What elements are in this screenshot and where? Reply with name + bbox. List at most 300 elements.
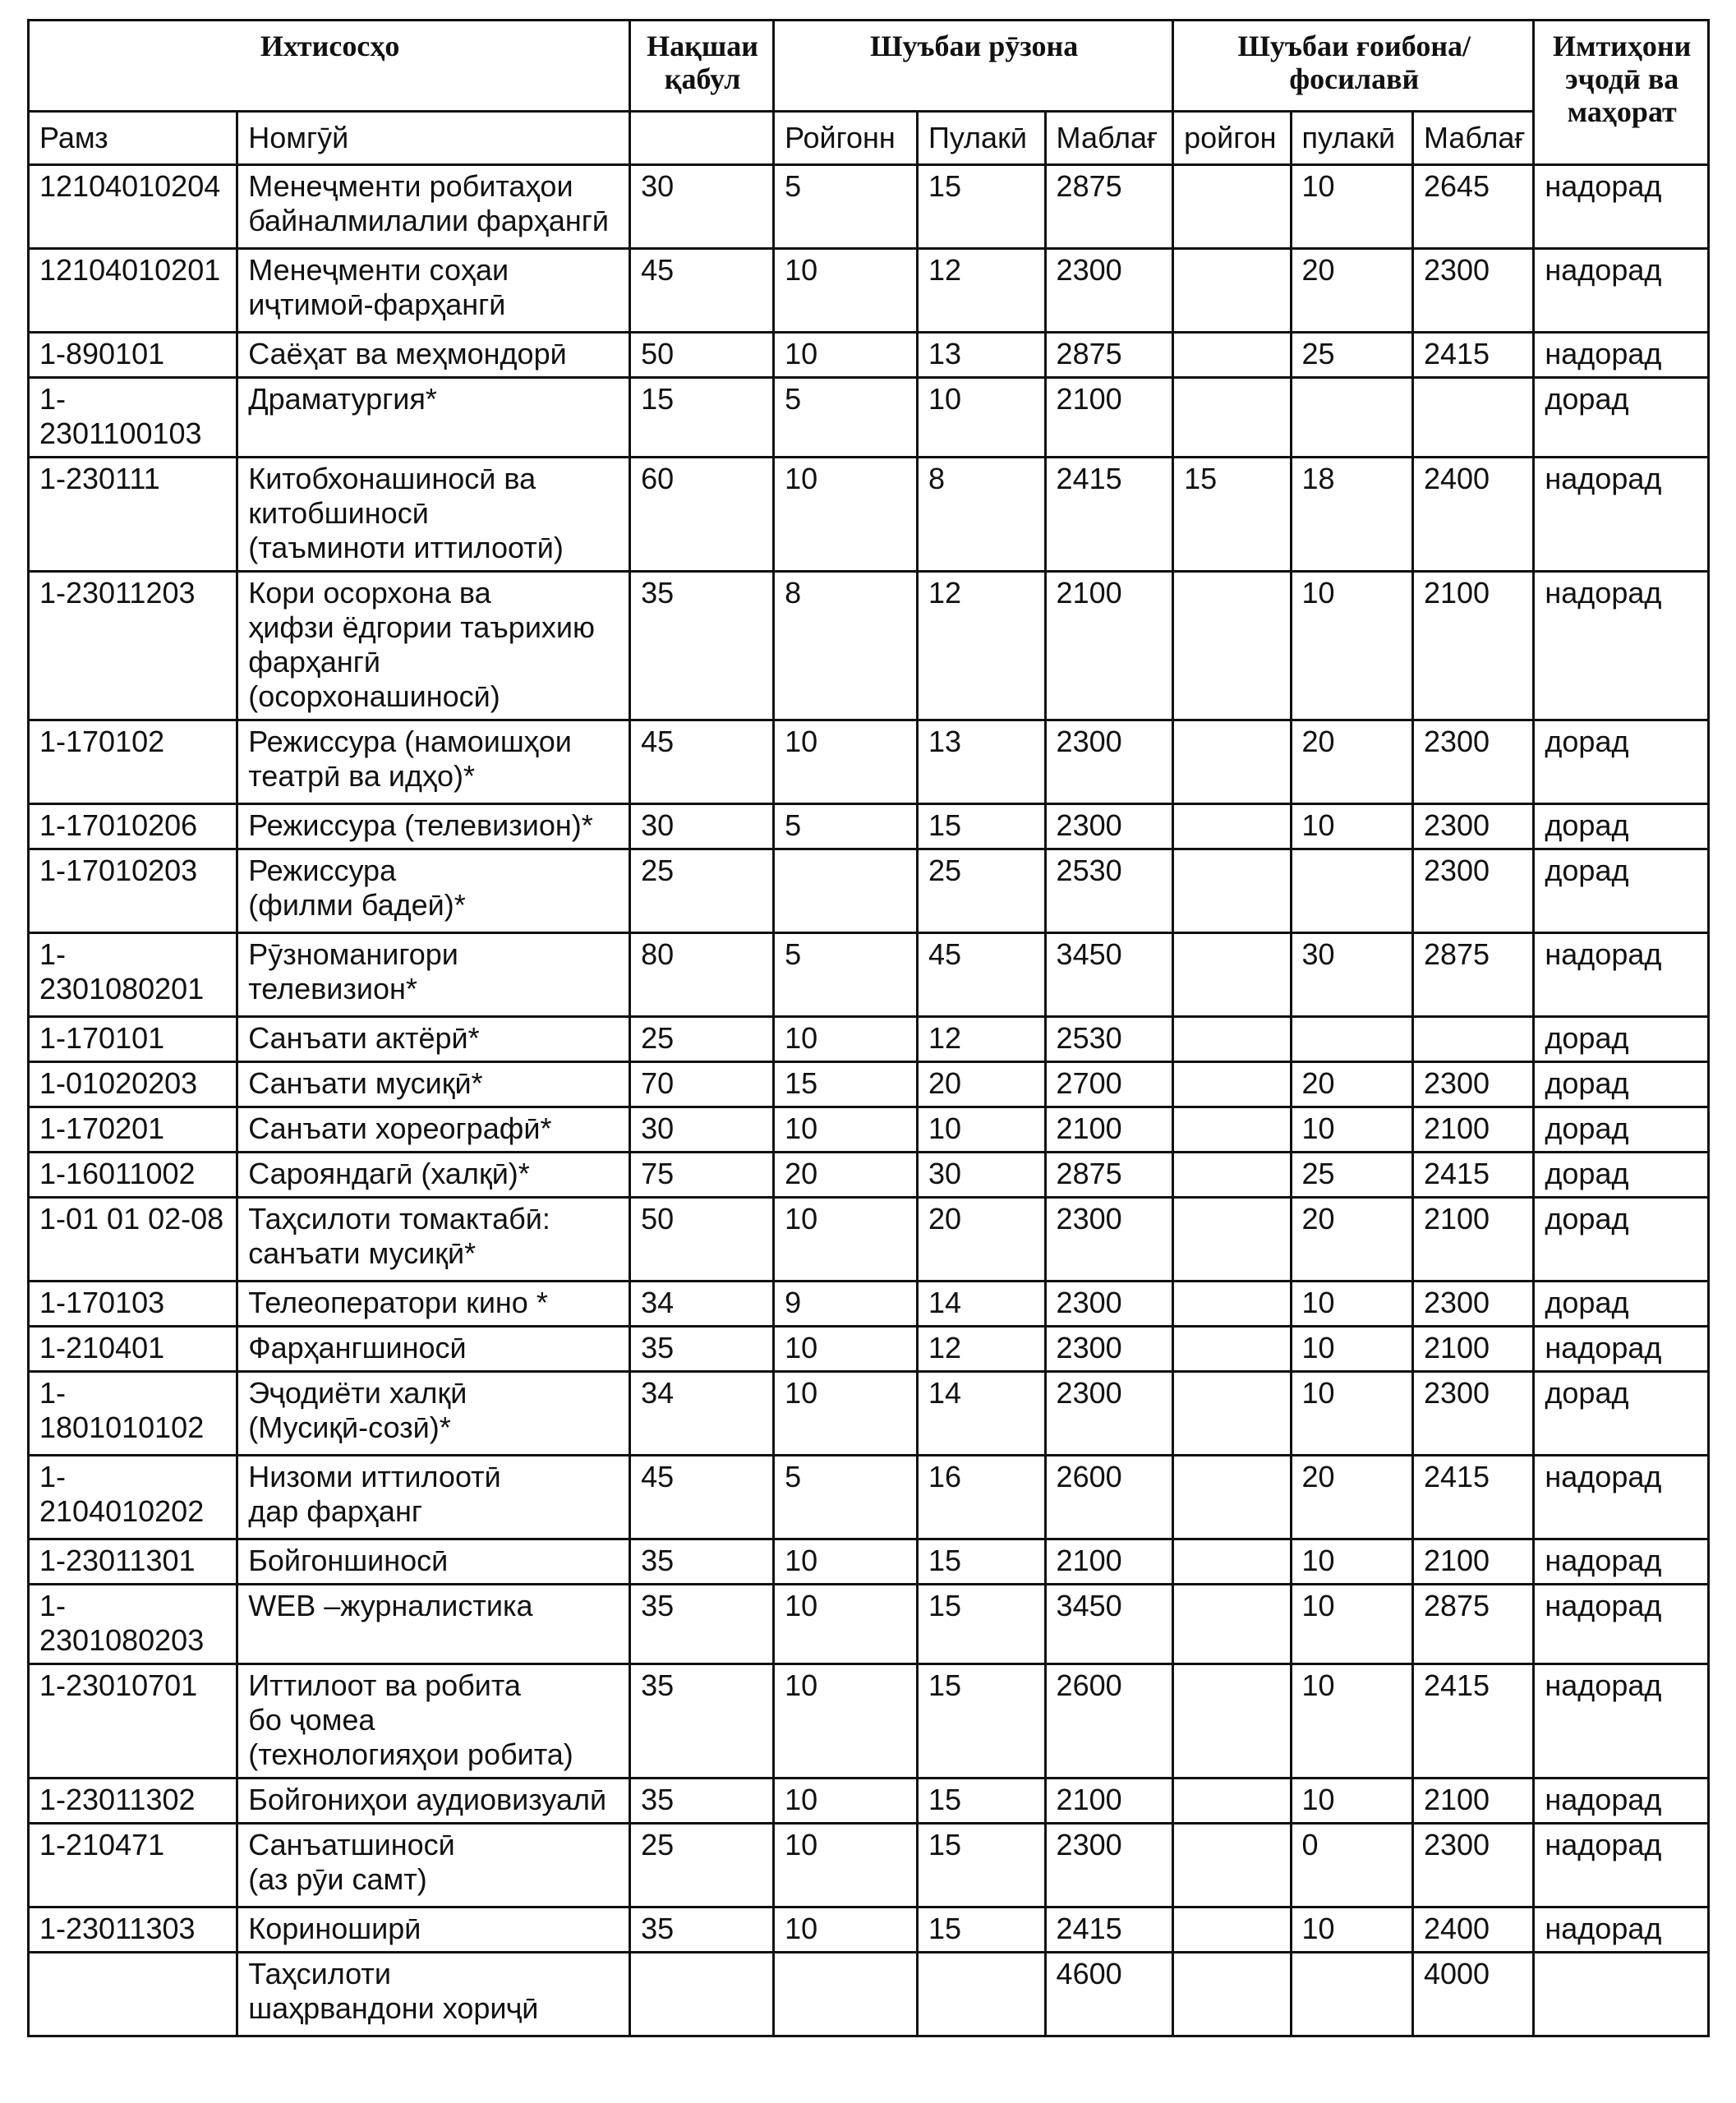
cell-distance-free bbox=[1173, 333, 1291, 378]
cell-distance-free bbox=[1173, 1282, 1291, 1327]
cell-name: Сарояндагӣ (халқӣ)* bbox=[237, 1153, 630, 1198]
cell-name: Телеоператори кино * bbox=[237, 1282, 630, 1327]
cell-day-amount: 2100 bbox=[1045, 1779, 1173, 1824]
table-row bbox=[29, 1585, 1709, 1664]
table-row bbox=[29, 249, 1709, 333]
table-row bbox=[29, 1107, 1709, 1153]
cell-code: 1-23010701 bbox=[29, 1664, 237, 1779]
cell-distance-paid: 10 bbox=[1291, 1282, 1412, 1327]
table-row bbox=[29, 1282, 1709, 1327]
cell-exam: дорад bbox=[1534, 720, 1709, 804]
header-distance-department: Шуъбаи ғоибона/ фосилавӣ bbox=[1173, 21, 1534, 112]
cell-day-paid: 14 bbox=[917, 1282, 1045, 1327]
cell-distance-paid: 10 bbox=[1291, 1539, 1412, 1585]
cell-distance-free bbox=[1173, 1664, 1291, 1779]
cell-name: Менеҷменти робитаҳои байналмилалии фарҳангӣ bbox=[237, 165, 630, 249]
cell-code: 1-2301100103 bbox=[29, 378, 237, 458]
cell-distance-amount: 2400 bbox=[1412, 1907, 1533, 1953]
cell-day-paid: 15 bbox=[917, 1779, 1045, 1824]
cell-plan bbox=[630, 1953, 774, 2036]
cell-name: Драматургия* bbox=[237, 378, 630, 458]
cell-code: 1-01 01 02-08 bbox=[29, 1198, 237, 1282]
table-header bbox=[29, 21, 1709, 165]
cell-distance-free bbox=[1173, 1779, 1291, 1824]
cell-code: 12104010204 bbox=[29, 165, 237, 249]
cell-exam: дорад bbox=[1534, 1153, 1709, 1198]
cell-exam: дорад bbox=[1534, 1107, 1709, 1153]
cell-distance-amount: 2300 bbox=[1412, 804, 1533, 849]
cell-distance-amount: 2100 bbox=[1412, 1107, 1533, 1153]
cell-day-free: 5 bbox=[774, 933, 918, 1017]
cell-day-amount: 2600 bbox=[1045, 1456, 1173, 1539]
cell-day-amount: 2100 bbox=[1045, 572, 1173, 720]
cell-distance-free bbox=[1173, 1907, 1291, 1953]
table-row bbox=[29, 458, 1709, 572]
cell-plan: 45 bbox=[630, 249, 774, 333]
header-day-paid: Пулакӣ bbox=[917, 112, 1045, 165]
cell-day-amount: 2530 bbox=[1045, 1017, 1173, 1062]
cell-distance-amount: 2300 bbox=[1412, 720, 1533, 804]
cell-plan: 25 bbox=[630, 1824, 774, 1907]
cell-plan: 35 bbox=[630, 1327, 774, 1372]
cell-day-amount: 2875 bbox=[1045, 1153, 1173, 1198]
cell-day-free bbox=[774, 849, 918, 933]
cell-day-amount: 2300 bbox=[1045, 804, 1173, 849]
header-name: Номгӯй bbox=[237, 112, 630, 165]
cell-distance-amount: 2100 bbox=[1412, 1327, 1533, 1372]
cell-day-paid: 15 bbox=[917, 804, 1045, 849]
cell-name: Таҳсилоти шаҳрвандони хориҷӣ bbox=[237, 1953, 630, 2036]
table-row bbox=[29, 933, 1709, 1017]
cell-exam: надорад bbox=[1534, 1539, 1709, 1585]
cell-distance-paid: 10 bbox=[1291, 1779, 1412, 1824]
cell-distance-free bbox=[1173, 933, 1291, 1017]
cell-code bbox=[29, 1953, 237, 2036]
cell-distance-free bbox=[1173, 1017, 1291, 1062]
cell-day-free: 10 bbox=[774, 1017, 918, 1062]
cell-code: 1-170201 bbox=[29, 1107, 237, 1153]
cell-day-amount: 2100 bbox=[1045, 1539, 1173, 1585]
cell-day-paid: 15 bbox=[917, 1585, 1045, 1664]
cell-exam: надорад bbox=[1534, 1779, 1709, 1824]
cell-distance-amount: 2875 bbox=[1412, 1585, 1533, 1664]
cell-plan: 45 bbox=[630, 1456, 774, 1539]
cell-day-amount: 2875 bbox=[1045, 165, 1173, 249]
cell-code: 1-230111 bbox=[29, 458, 237, 572]
cell-day-free bbox=[774, 1953, 918, 2036]
cell-plan: 34 bbox=[630, 1282, 774, 1327]
table-row bbox=[29, 1198, 1709, 1282]
cell-day-paid: 12 bbox=[917, 572, 1045, 720]
cell-distance-paid: 20 bbox=[1291, 1062, 1412, 1107]
cell-plan: 75 bbox=[630, 1153, 774, 1198]
header-distance-free: ройгон bbox=[1173, 112, 1291, 165]
cell-day-free: 10 bbox=[774, 1907, 918, 1953]
cell-code: 1-17010203 bbox=[29, 849, 237, 933]
cell-code: 1-2301080203 bbox=[29, 1585, 237, 1664]
cell-distance-amount: 2100 bbox=[1412, 572, 1533, 720]
cell-day-free: 5 bbox=[774, 1456, 918, 1539]
cell-name: Режиссура (телевизион)* bbox=[237, 804, 630, 849]
cell-plan: 35 bbox=[630, 1907, 774, 1953]
cell-code: 1-23011301 bbox=[29, 1539, 237, 1585]
cell-plan: 70 bbox=[630, 1062, 774, 1107]
cell-distance-paid: 10 bbox=[1291, 572, 1412, 720]
cell-name: Бойгоншиносӣ bbox=[237, 1539, 630, 1585]
cell-day-amount: 2700 bbox=[1045, 1062, 1173, 1107]
cell-plan: 35 bbox=[630, 572, 774, 720]
cell-day-amount: 2530 bbox=[1045, 849, 1173, 933]
cell-day-free: 10 bbox=[774, 1198, 918, 1282]
cell-day-amount: 2300 bbox=[1045, 1824, 1173, 1907]
cell-name: Саёҳат ва меҳмондорӣ bbox=[237, 333, 630, 378]
table-row bbox=[29, 849, 1709, 933]
cell-distance-amount bbox=[1412, 1017, 1533, 1062]
cell-day-paid: 8 bbox=[917, 458, 1045, 572]
cell-plan: 15 bbox=[630, 378, 774, 458]
cell-day-free: 10 bbox=[774, 458, 918, 572]
cell-exam: дорад bbox=[1534, 1372, 1709, 1456]
header-distance-amount: Маблағ bbox=[1412, 112, 1533, 165]
cell-distance-paid: 20 bbox=[1291, 249, 1412, 333]
table-row bbox=[29, 572, 1709, 720]
cell-distance-free bbox=[1173, 804, 1291, 849]
admission-table bbox=[27, 19, 1710, 2037]
cell-day-free: 10 bbox=[774, 1779, 918, 1824]
table-row bbox=[29, 1953, 1709, 2036]
cell-day-free: 10 bbox=[774, 1372, 918, 1456]
cell-day-paid: 20 bbox=[917, 1198, 1045, 1282]
cell-day-paid: 12 bbox=[917, 1017, 1045, 1062]
cell-day-paid: 13 bbox=[917, 333, 1045, 378]
cell-day-free: 10 bbox=[774, 249, 918, 333]
cell-name: Рӯзноманигори телевизион* bbox=[237, 933, 630, 1017]
cell-day-amount: 2875 bbox=[1045, 333, 1173, 378]
cell-distance-paid bbox=[1291, 1953, 1412, 2036]
cell-day-free: 15 bbox=[774, 1062, 918, 1107]
cell-distance-amount: 2875 bbox=[1412, 933, 1533, 1017]
cell-plan: 50 bbox=[630, 333, 774, 378]
table-row bbox=[29, 1779, 1709, 1824]
cell-distance-paid bbox=[1291, 1017, 1412, 1062]
cell-day-paid: 12 bbox=[917, 249, 1045, 333]
cell-exam: дорад bbox=[1534, 804, 1709, 849]
cell-distance-free bbox=[1173, 1327, 1291, 1372]
cell-distance-paid: 25 bbox=[1291, 1153, 1412, 1198]
header-day-amount: Маблағ bbox=[1045, 112, 1173, 165]
cell-distance-paid: 10 bbox=[1291, 1907, 1412, 1953]
cell-exam: дорад bbox=[1534, 1062, 1709, 1107]
cell-distance-amount: 2100 bbox=[1412, 1198, 1533, 1282]
cell-code: 1-170103 bbox=[29, 1282, 237, 1327]
cell-name: Санъати хореографӣ* bbox=[237, 1107, 630, 1153]
header-creative-exam: Имтиҳони эҷодӣ ва маҳорат bbox=[1534, 21, 1709, 165]
cell-day-free: 9 bbox=[774, 1282, 918, 1327]
header-admission-plan: Нақшаи қабул bbox=[630, 21, 774, 112]
cell-distance-amount: 2100 bbox=[1412, 1539, 1533, 1585]
cell-day-free: 10 bbox=[774, 333, 918, 378]
cell-day-amount: 2300 bbox=[1045, 1372, 1173, 1456]
cell-day-paid: 15 bbox=[917, 165, 1045, 249]
cell-distance-paid bbox=[1291, 849, 1412, 933]
cell-distance-free bbox=[1173, 1539, 1291, 1585]
cell-distance-paid: 20 bbox=[1291, 720, 1412, 804]
cell-day-amount: 2415 bbox=[1045, 458, 1173, 572]
cell-distance-paid: 0 bbox=[1291, 1824, 1412, 1907]
cell-code: 1-890101 bbox=[29, 333, 237, 378]
cell-plan: 50 bbox=[630, 1198, 774, 1282]
cell-day-free: 10 bbox=[774, 1107, 918, 1153]
cell-distance-free bbox=[1173, 1456, 1291, 1539]
cell-distance-paid: 10 bbox=[1291, 804, 1412, 849]
table-row bbox=[29, 1664, 1709, 1779]
cell-exam: надорад bbox=[1534, 165, 1709, 249]
cell-plan: 25 bbox=[630, 849, 774, 933]
cell-day-paid: 20 bbox=[917, 1062, 1045, 1107]
cell-day-paid: 13 bbox=[917, 720, 1045, 804]
cell-code: 1-23011302 bbox=[29, 1779, 237, 1824]
cell-distance-paid: 10 bbox=[1291, 1664, 1412, 1779]
cell-day-amount: 4600 bbox=[1045, 1953, 1173, 2036]
cell-name: WEB –журналистика bbox=[237, 1585, 630, 1664]
cell-day-paid: 15 bbox=[917, 1824, 1045, 1907]
cell-day-amount: 2300 bbox=[1045, 249, 1173, 333]
cell-distance-paid: 10 bbox=[1291, 1327, 1412, 1372]
cell-distance-amount: 2415 bbox=[1412, 1456, 1533, 1539]
table-row bbox=[29, 804, 1709, 849]
table-row bbox=[29, 1062, 1709, 1107]
cell-distance-paid: 10 bbox=[1291, 1372, 1412, 1456]
cell-distance-paid: 25 bbox=[1291, 333, 1412, 378]
cell-distance-free bbox=[1173, 249, 1291, 333]
cell-code: 1-210471 bbox=[29, 1824, 237, 1907]
cell-day-amount: 2415 bbox=[1045, 1907, 1173, 1953]
cell-exam: надорад bbox=[1534, 458, 1709, 572]
cell-code: 1-2104010202 bbox=[29, 1456, 237, 1539]
table-row bbox=[29, 1907, 1709, 1953]
cell-distance-free bbox=[1173, 1824, 1291, 1907]
cell-name: Менеҷменти соҳаи иҷтимоӣ-фарҳангӣ bbox=[237, 249, 630, 333]
cell-plan: 80 bbox=[630, 933, 774, 1017]
cell-plan: 35 bbox=[630, 1585, 774, 1664]
cell-exam: надорад bbox=[1534, 1664, 1709, 1779]
header-plan-empty bbox=[630, 112, 774, 165]
table-row bbox=[29, 378, 1709, 458]
cell-day-free: 5 bbox=[774, 165, 918, 249]
cell-name: Таҳсилоти томактабӣ: санъати мусиқӣ* bbox=[237, 1198, 630, 1282]
cell-day-amount: 2300 bbox=[1045, 1327, 1173, 1372]
cell-exam: надорад bbox=[1534, 1907, 1709, 1953]
cell-distance-paid bbox=[1291, 378, 1412, 458]
cell-plan: 60 bbox=[630, 458, 774, 572]
cell-distance-free bbox=[1173, 849, 1291, 933]
cell-distance-amount: 2300 bbox=[1412, 1282, 1533, 1327]
table-row bbox=[29, 1153, 1709, 1198]
cell-exam: надорад bbox=[1534, 1585, 1709, 1664]
cell-name: Санъати мусиқӣ* bbox=[237, 1062, 630, 1107]
cell-exam: надорад bbox=[1534, 1456, 1709, 1539]
cell-distance-amount: 2645 bbox=[1412, 165, 1533, 249]
table-row bbox=[29, 1456, 1709, 1539]
cell-exam: дорад bbox=[1534, 1198, 1709, 1282]
cell-distance-free bbox=[1173, 378, 1291, 458]
cell-name: Режиссура (филми бадеӣ)* bbox=[237, 849, 630, 933]
cell-day-amount: 3450 bbox=[1045, 933, 1173, 1017]
cell-day-paid: 12 bbox=[917, 1327, 1045, 1372]
header-distance-paid: пулакӣ bbox=[1291, 112, 1412, 165]
cell-distance-paid: 10 bbox=[1291, 1585, 1412, 1664]
cell-exam: дорад bbox=[1534, 1282, 1709, 1327]
cell-plan: 35 bbox=[630, 1779, 774, 1824]
cell-exam: надорад bbox=[1534, 333, 1709, 378]
header-row-top bbox=[29, 21, 1709, 112]
header-day-department: Шуъбаи рӯзона bbox=[774, 21, 1173, 112]
cell-plan: 34 bbox=[630, 1372, 774, 1456]
cell-day-free: 10 bbox=[774, 1539, 918, 1585]
table-row bbox=[29, 333, 1709, 378]
cell-code: 1-23011203 bbox=[29, 572, 237, 720]
cell-distance-free bbox=[1173, 165, 1291, 249]
cell-name: Китобхонашиносӣ ва китобшиносӣ (таъминоти иттилоотӣ) bbox=[237, 458, 630, 572]
cell-name: Кори осорхона ва ҳифзи ёдгории таърихию фарҳангӣ (осорхонашиносӣ) bbox=[237, 572, 630, 720]
cell-day-free: 20 bbox=[774, 1153, 918, 1198]
cell-distance-free bbox=[1173, 1062, 1291, 1107]
cell-code: 12104010201 bbox=[29, 249, 237, 333]
cell-name: Режиссура (намоишҳои театрӣ ва идҳо)* bbox=[237, 720, 630, 804]
cell-name: Кориноширӣ bbox=[237, 1907, 630, 1953]
cell-day-paid bbox=[917, 1953, 1045, 2036]
cell-day-paid: 10 bbox=[917, 378, 1045, 458]
cell-day-amount: 2300 bbox=[1045, 1198, 1173, 1282]
cell-day-paid: 15 bbox=[917, 1907, 1045, 1953]
cell-distance-amount: 2300 bbox=[1412, 1062, 1533, 1107]
cell-plan: 35 bbox=[630, 1664, 774, 1779]
cell-distance-free: 15 bbox=[1173, 458, 1291, 572]
cell-day-amount: 3450 bbox=[1045, 1585, 1173, 1664]
cell-day-free: 10 bbox=[774, 1585, 918, 1664]
cell-plan: 30 bbox=[630, 165, 774, 249]
header-code: Рамз bbox=[29, 112, 237, 165]
cell-day-paid: 30 bbox=[917, 1153, 1045, 1198]
cell-name: Иттилоот ва робита бо ҷомеа (технологияҳои робита) bbox=[237, 1664, 630, 1779]
cell-day-paid: 45 bbox=[917, 933, 1045, 1017]
cell-distance-paid: 18 bbox=[1291, 458, 1412, 572]
cell-distance-free bbox=[1173, 1953, 1291, 2036]
table-row bbox=[29, 1327, 1709, 1372]
cell-name: Бойгониҳои аудиовизуалӣ bbox=[237, 1779, 630, 1824]
cell-code: 1-2301080201 bbox=[29, 933, 237, 1017]
cell-distance-free bbox=[1173, 572, 1291, 720]
cell-exam bbox=[1534, 1953, 1709, 2036]
table-row bbox=[29, 1539, 1709, 1585]
cell-distance-paid: 10 bbox=[1291, 165, 1412, 249]
cell-day-free: 5 bbox=[774, 804, 918, 849]
cell-distance-amount bbox=[1412, 378, 1533, 458]
table-row bbox=[29, 1372, 1709, 1456]
table-row bbox=[29, 1017, 1709, 1062]
cell-code: 1-170102 bbox=[29, 720, 237, 804]
cell-code: 1-210401 bbox=[29, 1327, 237, 1372]
cell-code: 1-23011303 bbox=[29, 1907, 237, 1953]
cell-plan: 25 bbox=[630, 1017, 774, 1062]
cell-distance-paid: 10 bbox=[1291, 1107, 1412, 1153]
cell-distance-amount: 2415 bbox=[1412, 1153, 1533, 1198]
cell-day-paid: 16 bbox=[917, 1456, 1045, 1539]
cell-day-free: 10 bbox=[774, 1824, 918, 1907]
cell-day-amount: 2100 bbox=[1045, 1107, 1173, 1153]
cell-distance-free bbox=[1173, 720, 1291, 804]
cell-code: 1-16011002 bbox=[29, 1153, 237, 1198]
cell-distance-free bbox=[1173, 1107, 1291, 1153]
cell-distance-amount: 4000 bbox=[1412, 1953, 1533, 2036]
cell-distance-amount: 2300 bbox=[1412, 1372, 1533, 1456]
cell-exam: дорад bbox=[1534, 1017, 1709, 1062]
cell-name: Санъатшиносӣ (аз рӯи самт) bbox=[237, 1824, 630, 1907]
cell-name: Санъати актёрӣ* bbox=[237, 1017, 630, 1062]
cell-day-free: 10 bbox=[774, 720, 918, 804]
cell-day-paid: 10 bbox=[917, 1107, 1045, 1153]
cell-distance-amount: 2300 bbox=[1412, 1824, 1533, 1907]
header-specialties: Ихтисосҳо bbox=[29, 21, 630, 112]
table-row bbox=[29, 720, 1709, 804]
header-day-free: Ройгонн bbox=[774, 112, 918, 165]
cell-day-amount: 2600 bbox=[1045, 1664, 1173, 1779]
cell-distance-amount: 2300 bbox=[1412, 849, 1533, 933]
cell-plan: 30 bbox=[630, 1107, 774, 1153]
cell-exam: надорад bbox=[1534, 933, 1709, 1017]
cell-distance-amount: 2100 bbox=[1412, 1779, 1533, 1824]
cell-code: 1-01020203 bbox=[29, 1062, 237, 1107]
cell-day-free: 10 bbox=[774, 1664, 918, 1779]
cell-distance-paid: 20 bbox=[1291, 1198, 1412, 1282]
cell-plan: 45 bbox=[630, 720, 774, 804]
header-row-sub bbox=[29, 112, 1709, 165]
cell-distance-amount: 2300 bbox=[1412, 249, 1533, 333]
cell-plan: 30 bbox=[630, 804, 774, 849]
cell-day-amount: 2300 bbox=[1045, 1282, 1173, 1327]
cell-day-paid: 15 bbox=[917, 1539, 1045, 1585]
cell-name: Фарҳангшиносӣ bbox=[237, 1327, 630, 1372]
cell-day-amount: 2300 bbox=[1045, 720, 1173, 804]
cell-code: 1-1801010102 bbox=[29, 1372, 237, 1456]
cell-exam: дорад bbox=[1534, 378, 1709, 458]
cell-day-amount: 2100 bbox=[1045, 378, 1173, 458]
cell-distance-free bbox=[1173, 1198, 1291, 1282]
table-row bbox=[29, 1824, 1709, 1907]
cell-distance-paid: 20 bbox=[1291, 1456, 1412, 1539]
cell-distance-amount: 2400 bbox=[1412, 458, 1533, 572]
cell-day-free: 10 bbox=[774, 1327, 918, 1372]
cell-code: 1-17010206 bbox=[29, 804, 237, 849]
cell-exam: надорад bbox=[1534, 572, 1709, 720]
cell-exam: надорад bbox=[1534, 1824, 1709, 1907]
cell-distance-free bbox=[1173, 1372, 1291, 1456]
cell-day-free: 5 bbox=[774, 378, 918, 458]
cell-distance-free bbox=[1173, 1153, 1291, 1198]
table-row bbox=[29, 165, 1709, 249]
cell-exam: надорад bbox=[1534, 249, 1709, 333]
cell-distance-amount: 2415 bbox=[1412, 1664, 1533, 1779]
cell-name: Эҷодиёти халқӣ (Мусиқӣ-созӣ)* bbox=[237, 1372, 630, 1456]
cell-plan: 35 bbox=[630, 1539, 774, 1585]
cell-day-paid: 15 bbox=[917, 1664, 1045, 1779]
cell-distance-paid: 30 bbox=[1291, 933, 1412, 1017]
cell-day-paid: 25 bbox=[917, 849, 1045, 933]
cell-exam: надорад bbox=[1534, 1327, 1709, 1372]
table-body bbox=[29, 165, 1709, 2036]
cell-day-paid: 14 bbox=[917, 1372, 1045, 1456]
cell-distance-free bbox=[1173, 1585, 1291, 1664]
